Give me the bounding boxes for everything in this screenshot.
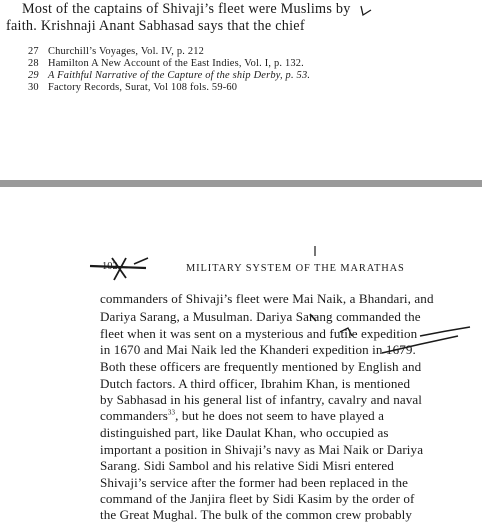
text-line <box>100 408 384 424</box>
page-number: 102 <box>102 261 118 272</box>
text-line: commanders of Shivaji’s fleet were Mai Naik, a Bhandari, and <box>100 291 434 306</box>
footnote-text: Churchill’s Voyages, Vol. IV, p. 212 <box>48 46 205 57</box>
footnote-text: Hamilton A New Account of the East Indies, Vol. I, p. 132. <box>48 58 304 69</box>
text-line: distinguished part, like Daulat Khan, who occupied as <box>100 425 389 440</box>
footnote-number: 28 <box>28 58 39 69</box>
text-line: fleet when it was sent on a mysterious and futile expedition <box>100 326 418 341</box>
footnote-text: Factory Records, Surat, Vol 108 fols. 59-60 <box>48 82 238 93</box>
text-line: Dutch factors. A third officer, Ibrahim Khan, is mentioned <box>100 376 411 391</box>
footnote-ref: 33 <box>167 408 176 417</box>
text-line: by Sabhasad in his general list of infantry, cavalry and naval <box>100 392 423 407</box>
text-line: Shivaji’s service after the former had been replaced in the <box>100 475 409 490</box>
footnote-number: 29 <box>28 70 39 81</box>
text-line: command of the Janjira fleet by Sidi Kasim by the order of <box>100 491 415 506</box>
scribble-icon <box>86 252 156 286</box>
top-page-fragment <box>0 0 482 180</box>
text-line: the Great Mughal. The bulk of the common crew probably <box>100 507 413 522</box>
footnote-number: 30 <box>28 82 39 93</box>
line-text: , but he does not seem to have played a <box>175 408 385 423</box>
text-line: faith. Krishnaji Anant Sabhasad says that the chief <box>6 18 305 34</box>
page-divider <box>0 180 482 187</box>
footnote-text: A Faithful Narrative of the Capture of the ship Derby, p. 53. <box>48 70 311 81</box>
text-line: important a position in Shivaji’s navy as Mai Naik or Dariya <box>100 442 424 457</box>
handwritten-mark-icon <box>355 2 385 20</box>
footnote <box>28 58 304 69</box>
text-line: Sarang. Sidi Sambol and his relative Sidi Misri entered <box>100 458 394 473</box>
footnote <box>28 82 237 93</box>
footnote <box>28 70 310 81</box>
running-title: MILITARY SYSTEM OF THE MARATHAS <box>186 263 405 274</box>
pencil-tick-icon <box>312 246 318 261</box>
footnote <box>28 46 204 57</box>
text-line: in 1670 and Mai Naik led the Khanderi expedition in 1679. <box>100 342 416 357</box>
footnote-number: 27 <box>28 46 39 57</box>
pen-annotation-icon <box>230 298 480 358</box>
text-line: Dariya Sarang, a Musulman. Dariya Sarang commanded the <box>100 309 421 324</box>
line-text: commanders <box>100 408 168 423</box>
text-line: Most of the captains of Shivaji’s fleet were Muslims by <box>22 1 351 17</box>
text-line: Both these officers are frequently mentioned by English and <box>100 359 422 374</box>
